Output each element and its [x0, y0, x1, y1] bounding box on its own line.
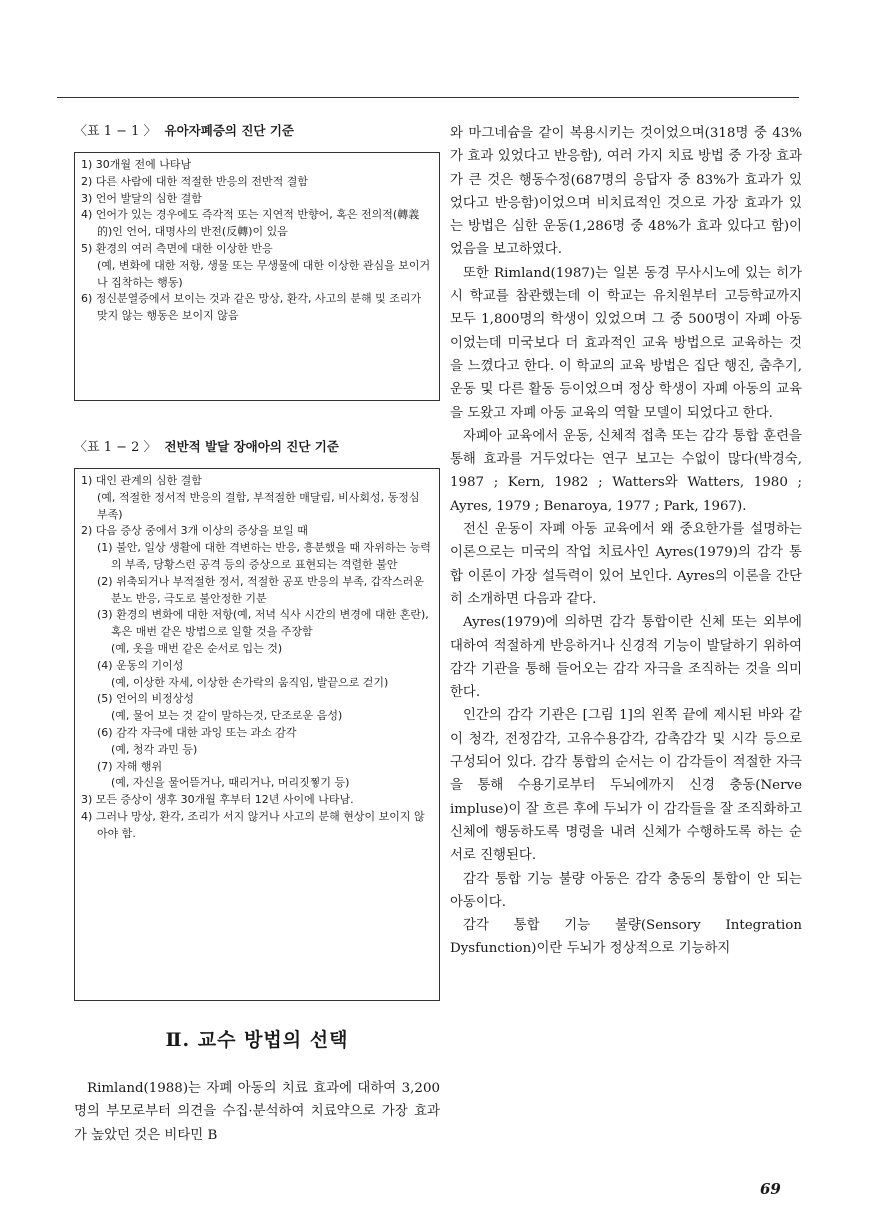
table-2-item: (예, 옷을 매번 같은 순서로 입는 것) — [111, 641, 283, 655]
section-heading: Ⅱ. 교수 방법의 선택 — [165, 1029, 349, 1051]
table-1-title: 유아자폐증의 진단 기준 — [164, 123, 294, 138]
body-paragraph: 또한 Rimland(1987)는 일본 동경 무사시노에 있는 히가시 학교를 참관했는데 이 학교는 유치원부터 고등학교까지 모두 1,800명의 학생이 있었으며 그 중 500명이 자폐 아동이었는데 미국보다 더 효과적인 교육 방법으로 교육하는 것을 느꼈다고 한다. 이 학교의 교육 방법은 집단 행진, 춤추기, 운동 및 다른 활동 등이었으며 정상 학생이 자폐 아동의 교육을 도왔고 자폐 아동 교육의 역할 모델이 되었다고 한다. — [450, 265, 802, 421]
table-2-item: (6) 감각 자극에 대한 과잉 또는 과소 감각 — [97, 725, 297, 739]
left-body-paragraph: Rimland(1988)는 자폐 아동의 치료 효과에 대하여 3,200명의 부모로부터 의견을 수집·분석하여 치료약으로 가장 효과가 높았던 것은 비타민 B — [74, 1081, 440, 1143]
body-paragraph: 감각 통합 기능 불량(Sensory Integration Dysfunction)이란 두뇌가 정상적으로 기능하지 — [450, 918, 802, 957]
left-column — [74, 122, 440, 1147]
table-1-item: 6) 정신분열증에서 보이는 것과 같은 망상, 환각, 사고의 분해 및 조리가 맞지 않는 행동은 보이지 않음 — [81, 292, 422, 323]
table-2-item: 4) 그러나 망상, 환각, 조리가 서지 않거나 사고의 분해 현상이 보이지 않아야 함. — [81, 809, 425, 840]
table-1-item: 3) 언어 발달의 심한 결함 — [81, 191, 202, 205]
table-2-item: (2) 위축되거나 부적절한 정서, 적절한 공포 반응의 부족, 갑작스러운 분노 반응, 극도로 불안정한 기분 — [97, 574, 424, 605]
table-2-item: (1) 불안, 일상 생활에 대한 격변하는 반응, 흥분했을 때 자위하는 능력의 부족, 당황스런 공격 등의 증상으로 표현되는 격렬한 불안 — [97, 541, 431, 571]
table-2-item: 2) 다음 증상 중에서 3개 이상의 증상을 보일 때 — [81, 524, 308, 538]
table-2-item: (4) 운동의 기이성 — [97, 658, 184, 672]
table-2-item: (예, 자신을 물어뜯거나, 때리거나, 머리짓찧기 등) — [111, 776, 350, 790]
body-paragraph: 전신 운동이 자폐 아동 교육에서 왜 중요한가를 설명하는 이론으로는 미국의 작업 치료사인 Ayres(1979)의 감각 통합 이론이 가장 설득력이 있어 보인다. Ayres의 이론을 간단히 소개하면 다음과 같다. — [450, 522, 802, 607]
table-2-label: 〈표 1 − 2 〉 — [74, 440, 157, 455]
table-1-item: 5) 환경의 여러 측면에 대한 이상한 반응 — [81, 241, 273, 255]
table-2-item: 1) 대인 관계의 심한 결함 — [81, 474, 202, 487]
table-2-item: (5) 언어의 비정상성 — [97, 692, 194, 706]
table-2-title: 전반적 발달 장애아의 진단 기준 — [164, 439, 339, 454]
table-2-item: (3) 환경의 변화에 대한 저항(예, 저녁 식사 시간의 변경에 대한 혼란), 혹은 매번 같은 방법으로 일할 것을 주장함 — [97, 608, 429, 639]
table-2-item: (예, 이상한 자세, 이상한 손가락의 움직임, 발끝으로 걷기) — [111, 675, 389, 689]
table-2-item: (예, 적절한 정서적 반응의 결함, 부적절한 매달림, 비사회성, 동정심 부족) — [97, 490, 420, 521]
body-paragraph: 와 마그네슘을 같이 복용시키는 것이었으며(318명 중 43%가 효과 있었다고 반응함), 여러 가지 치료 방법 중 가장 효과가 큰 것은 행동수정(687명의 응답자 중 83%가 효과가 있었다고 반응함)이었으며 비치료적인 것으로 가장 효과가 있는 방법은 심한 운동(1,286명 중 48%가 효과 있다고 함)이었음을 보고하였다. — [450, 126, 802, 258]
table-2-item: (예, 청각 과민 등) — [111, 742, 198, 756]
table-1-item: 4) 언어가 있는 경우에도 즉각적 또는 지연적 반향어, 혹은 전의적(轉義的)인 언어, 대명사의 반전(反轉)이 있음 — [81, 208, 420, 239]
table-2-item: (7) 자해 행위 — [97, 759, 163, 773]
table-2-box — [74, 468, 440, 1001]
body-paragraph: Ayres(1979)에 의하면 감각 통합이란 신체 또는 외부에 대하여 적절하게 반응하거나 신경적 기능이 발달하기 위하여 감각 기관을 통해 들어오는 감각 자극을 조직하는 것을 의미한다. — [450, 615, 802, 701]
top-rule — [57, 97, 799, 98]
table-2-item: (예, 물어 보는 것 같이 말하는것, 단조로운 음성) — [111, 709, 343, 723]
page-number: 69 — [760, 1180, 781, 1198]
table-1-item: (예, 변화에 대한 저항, 생물 또는 무생물에 대한 이상한 관심을 보이거나 집착하는 행동) — [97, 258, 431, 289]
body-paragraph: 인간의 감각 기관은 [그림 1]의 왼쪽 끝에 제시된 바와 같이 청각, 전정감각, 고유수용감각, 감촉감각 및 시각 등으로 구성되어 있다. 감각 통합의 순서는 이 감각들이 적절한 자극을 통해 수용기로부터 두뇌에까지 신경 충동(Nerve impluse)이 잘 흐른 후에 두뇌가 이 감각들을 잘 조직화하고 신체에 행동하도록 명령을 내려 신체가 수행하도록 하는 순서로 진행된다. — [450, 708, 802, 864]
right-column — [450, 122, 802, 961]
table-1-box — [74, 152, 440, 401]
body-paragraph: 감각 통합 기능 불량 아동은 감각 충동의 통합이 안 되는 아동이다. — [450, 871, 802, 910]
table-2-item: 3) 모든 증상이 생후 30개월 후부터 12년 사이에 나타남. — [81, 793, 354, 807]
body-paragraph: 자폐아 교육에서 운동, 신체적 접촉 또는 감각 통합 훈련을 통해 효과를 거두었다는 연구 보고는 수없이 많다(박경숙, 1987 ; Kern, 1982 ; Watters와 Watters, 1980 ; Ayres, 1979 ; Benaroya, 1977 ; Park, 1967). — [450, 428, 802, 514]
table-1-caption — [74, 122, 440, 141]
table-1-item: 2) 다른 사람에 대한 적절한 반응의 전반적 결함 — [81, 174, 309, 188]
table-2-caption — [74, 438, 440, 457]
table-1-label: 〈표 1 − 1 〉 — [74, 124, 157, 139]
table-1-item: 1) 30개월 전에 나타남 — [81, 158, 192, 171]
